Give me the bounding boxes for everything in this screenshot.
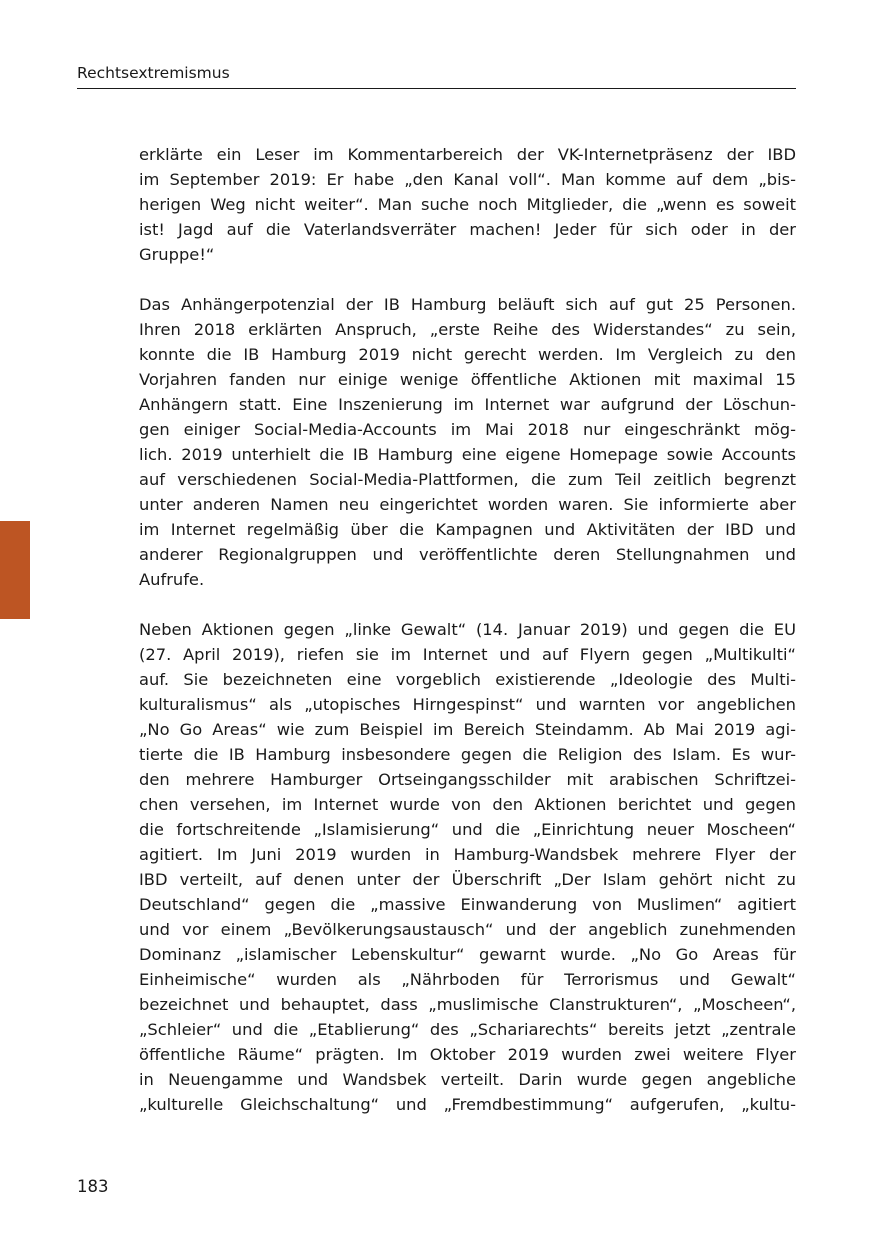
text-line: auf verschiedenen Social-Media-Plattformen, die zum Teil zeitlich begrenzt bbox=[139, 470, 796, 489]
text-line: IBD verteilt, auf denen unter der Überschrift „Der Islam gehört nicht zu bbox=[139, 870, 796, 889]
paragraph bbox=[139, 142, 796, 267]
text-line: Deutschland“ gegen die „massive Einwanderung von Muslimen“ agitiert bbox=[139, 895, 796, 914]
text-line: erklärte ein Leser im Kommentarbereich der VK-Internetpräsenz der IBD bbox=[139, 145, 796, 164]
text-line: öffentliche Räume“ prägten. Im Oktober 2019 wurden zwei weitere Flyer bbox=[139, 1045, 796, 1064]
header-divider bbox=[77, 88, 796, 89]
text-line: den mehrere Hamburger Ortseingangsschilder mit arabischen Schriftzei- bbox=[139, 770, 796, 789]
text-line: „No Go Areas“ wie zum Beispiel im Bereich Steindamm. Ab Mai 2019 agi- bbox=[139, 720, 796, 739]
text-line: kulturalismus“ als „utopisches Hirngespinst“ und warnten vor angeblichen bbox=[139, 695, 796, 714]
text-line: konnte die IB Hamburg 2019 nicht gerecht werden. Im Vergleich zu den bbox=[139, 345, 796, 364]
page-number: 183 bbox=[77, 1177, 109, 1196]
text-line: Aufrufe. bbox=[139, 570, 205, 589]
text-line: herigen Weg nicht weiter“. Man suche noch Mitglieder, die „wenn es soweit bbox=[139, 195, 796, 214]
text-line: „Schleier“ und die „Etablierung“ des „Schariarechts“ bereits jetzt „zentrale bbox=[139, 1020, 796, 1039]
text-line: in Neuengamme und Wandsbek verteilt. Darin wurde gegen angebliche bbox=[139, 1070, 796, 1089]
text-line: Dominanz „islamischer Lebenskultur“ gewarnt wurde. „No Go Areas für bbox=[139, 945, 796, 964]
paragraph bbox=[139, 617, 796, 1117]
text-line: „kulturelle Gleichschaltung“ und „Fremdbestimmung“ aufgerufen, „kultu- bbox=[139, 1095, 796, 1114]
paragraph bbox=[139, 292, 796, 592]
text-line: Einheimische“ wurden als „Nährboden für Terrorismus und Gewalt“ bbox=[139, 970, 796, 989]
text-line: im September 2019: Er habe „den Kanal voll“. Man komme auf dem „bis- bbox=[139, 170, 796, 189]
text-line: bezeichnet und behauptet, dass „muslimische Clanstrukturen“, „Moscheen“, bbox=[139, 995, 796, 1014]
text-line: die fortschreitende „Islamisierung“ und die „Einrichtung neuer Moscheen“ bbox=[139, 820, 796, 839]
text-line: gen einiger Social-Media-Accounts im Mai 2018 nur eingeschränkt mög- bbox=[139, 420, 796, 439]
text-line: Ihren 2018 erklärten Anspruch, „erste Reihe des Widerstandes“ zu sein, bbox=[139, 320, 796, 339]
text-line: lich. 2019 unterhielt die IB Hamburg eine eigene Homepage sowie Accounts bbox=[139, 445, 796, 464]
text-line: tierte die IB Hamburg insbesondere gegen die Religion des Islam. Es wur- bbox=[139, 745, 796, 764]
text-line: im Internet regelmäßig über die Kampagnen und Aktivitäten der IBD und bbox=[139, 520, 796, 539]
text-line: agitiert. Im Juni 2019 wurden in Hamburg-Wandsbek mehrere Flyer der bbox=[139, 845, 796, 864]
paragraph-gap bbox=[139, 592, 796, 617]
text-line: und vor einem „Bevölkerungsaustausch“ und der angeblich zunehmenden bbox=[139, 920, 796, 939]
text-line: (27. April 2019), riefen sie im Internet und auf Flyern gegen „Multikulti“ bbox=[139, 645, 796, 664]
text-line: unter anderen Namen neu eingerichtet worden waren. Sie informierte aber bbox=[139, 495, 796, 514]
text-line: auf. Sie bezeichneten eine vorgeblich existierende „Ideologie des Multi- bbox=[139, 670, 796, 689]
paragraph-gap bbox=[139, 267, 796, 292]
text-line: Anhängern statt. Eine Inszenierung im Internet war aufgrund der Löschun- bbox=[139, 395, 796, 414]
text-line: ist! Jagd auf die Vaterlandsverräter machen! Jeder für sich oder in der bbox=[139, 220, 796, 239]
text-line: Neben Aktionen gegen „linke Gewalt“ (14. Januar 2019) und gegen die EU bbox=[139, 620, 796, 639]
text-line: Das Anhängerpotenzial der IB Hamburg beläuft sich auf gut 25 Personen. bbox=[139, 295, 796, 314]
text-line: anderer Regionalgruppen und veröffentlichte deren Stellungnahmen und bbox=[139, 545, 796, 564]
chapter-tab-marker bbox=[0, 521, 30, 619]
text-line: Gruppe!“ bbox=[139, 245, 215, 264]
text-line: chen versehen, im Internet wurde von den Aktionen berichtet und gegen bbox=[139, 795, 796, 814]
body-text bbox=[139, 142, 796, 1117]
running-header: Rechtsextremismus bbox=[77, 64, 230, 82]
text-line: Vorjahren fanden nur einige wenige öffentliche Aktionen mit maximal 15 bbox=[139, 370, 796, 389]
